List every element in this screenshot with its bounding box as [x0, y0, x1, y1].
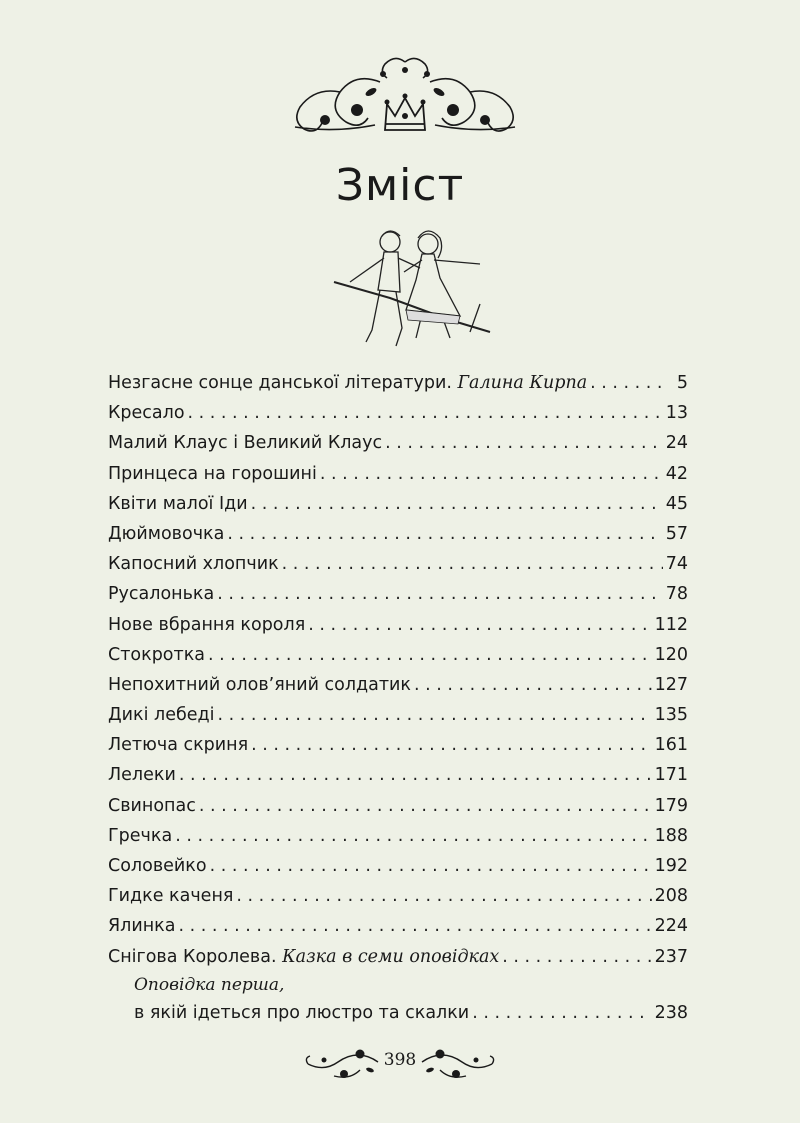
leader-dots	[199, 791, 652, 821]
toc-entry[interactable]	[108, 851, 688, 881]
toc-entry[interactable]	[108, 579, 688, 609]
page-title: Зміст	[335, 160, 465, 211]
page-number: 57	[665, 523, 688, 544]
toc-entry[interactable]	[108, 459, 688, 489]
toc-entry[interactable]	[108, 700, 688, 730]
entry-title: Снігова Королева.	[108, 946, 277, 967]
page-number: 112	[654, 614, 688, 635]
toc-entry[interactable]	[108, 428, 688, 458]
page-number: 161	[654, 735, 688, 756]
leader-dots	[188, 398, 663, 428]
leader-dots	[590, 368, 663, 398]
entry-title: Принцеса на горошині	[108, 463, 317, 484]
leader-dots	[251, 489, 663, 519]
entry-title: Нове вбрання короля	[108, 614, 306, 635]
toc-entry[interactable]	[108, 670, 688, 700]
sub-entry-title: в якій ідеться про люстро та скалки	[134, 1002, 470, 1023]
entry-title: Дюймовочка	[108, 523, 225, 544]
toc-entry[interactable]	[108, 368, 688, 398]
entry-title: Русалонька	[108, 584, 215, 605]
page-number: 45	[665, 493, 688, 514]
page-number: 238	[654, 1002, 688, 1023]
toc-entry[interactable]	[108, 519, 688, 549]
entry-title: Кресало	[108, 403, 185, 424]
sub-entry-heading: Оповідка перша,	[134, 974, 285, 995]
page-number: 5	[676, 373, 688, 393]
leader-dots	[308, 610, 651, 640]
leader-dots	[472, 998, 651, 1028]
entry-title: Летюча скриня	[108, 735, 249, 756]
entry-title: Гидке каченя	[108, 886, 234, 907]
entry-title: Дикі лебеді	[108, 705, 215, 726]
leader-dots	[210, 851, 652, 881]
entry-title: Капосний хлопчик	[108, 554, 279, 575]
toc-entry[interactable]	[108, 791, 688, 821]
toc-entry[interactable]	[108, 489, 688, 519]
toc-entry[interactable]	[108, 640, 688, 670]
leader-dots	[217, 579, 663, 609]
entry-title: Соловейко	[108, 856, 207, 876]
entry-title: Ялинка	[108, 916, 176, 937]
page-number: 171	[654, 765, 688, 786]
leader-dots	[385, 428, 663, 458]
toc-entry[interactable]	[108, 549, 688, 579]
children-dancing-illustration-icon	[330, 220, 500, 360]
toc-sub-entry[interactable]	[108, 998, 688, 1028]
entry-subtitle: Казка в семи оповідках	[282, 946, 500, 967]
leader-dots	[227, 519, 662, 549]
entry-title: Незгасне сонце данської літератури.	[108, 373, 452, 393]
page-number: 120	[654, 644, 688, 665]
entry-title: Лелеки	[108, 765, 176, 786]
leader-dots	[502, 942, 651, 972]
toc-entry[interactable]	[108, 911, 688, 941]
page-number: 42	[665, 463, 688, 484]
page-number: 224	[654, 916, 688, 937]
toc-entry[interactable]	[108, 730, 688, 760]
leader-dots	[178, 911, 651, 941]
toc-entry[interactable]	[108, 821, 688, 851]
page-number: 24	[665, 433, 688, 454]
toc-entry[interactable]	[108, 398, 688, 428]
page-number: 78	[665, 584, 688, 605]
leader-dots	[320, 459, 663, 489]
entry-title: Гречка	[108, 825, 173, 846]
entry-title: Свинопас	[108, 795, 196, 816]
leader-dots	[208, 640, 652, 670]
page-number: 74	[665, 554, 688, 575]
floral-crown-ornament-icon	[285, 52, 525, 142]
leader-dots	[251, 730, 651, 760]
page-number: 135	[654, 705, 688, 726]
entry-title: Стокротка	[108, 644, 205, 665]
page-number: 192	[654, 856, 688, 876]
entry-title: Малий Клаус і Великий Клаус	[108, 433, 383, 454]
page-folio: 398	[383, 1050, 417, 1070]
leader-dots	[179, 760, 652, 790]
entry-title: Квіти малої Іди	[108, 493, 248, 514]
leader-dots	[236, 881, 651, 911]
leader-dots	[414, 670, 652, 700]
page-number: 179	[654, 795, 688, 816]
leader-dots	[282, 549, 663, 579]
toc-entry[interactable]	[108, 881, 688, 911]
page-number: 188	[654, 825, 688, 846]
leader-dots	[175, 821, 651, 851]
leader-dots	[218, 700, 652, 730]
toc-entry[interactable]	[108, 942, 688, 972]
page-number: 13	[665, 403, 688, 424]
page-number: 127	[654, 674, 688, 695]
toc-entry[interactable]	[108, 610, 688, 640]
page-number: 237	[654, 946, 688, 967]
entry-title: Непохитний олов’яний солдатик	[108, 674, 411, 695]
table-of-contents	[108, 368, 688, 1028]
toc-entry[interactable]	[108, 760, 688, 790]
entry-author: Галина Кирпа	[457, 373, 588, 393]
page-number: 208	[654, 886, 688, 907]
